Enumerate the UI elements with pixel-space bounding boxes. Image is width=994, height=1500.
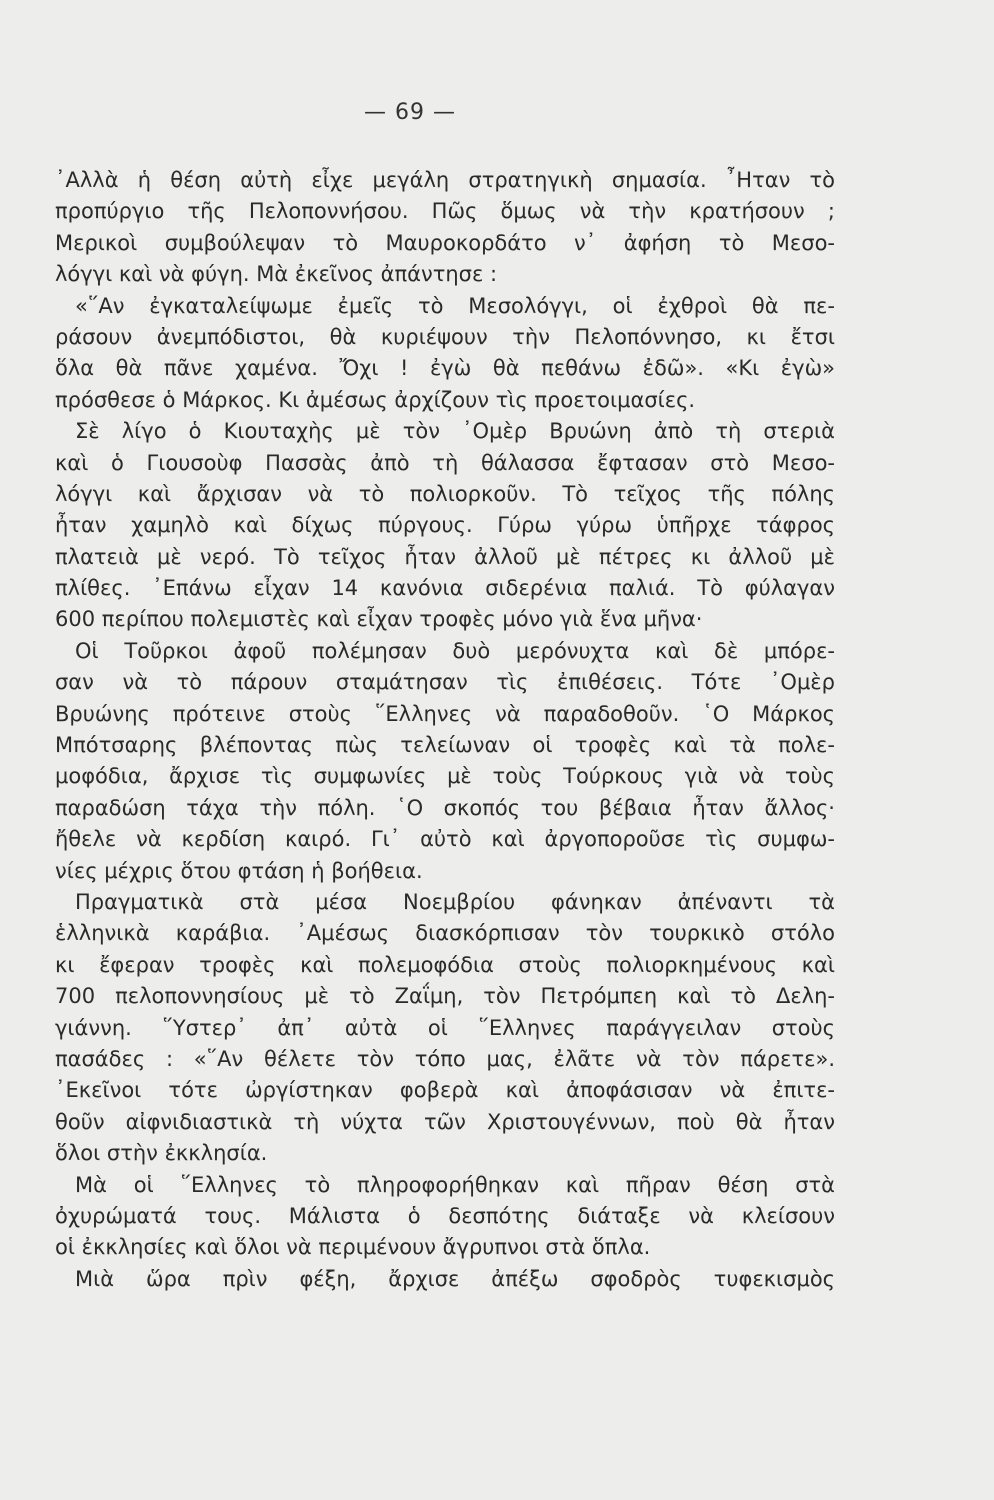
text-line: παραδώση τάχα τὴν πόλη. ῾Ο σκοπός του βέβαια ἦταν ἄλλος· (55, 795, 835, 820)
text-line: ἤθελε νὰ κερδίση καιρό. Γι᾿ αὐτὸ καὶ ἀργοποροῦσε τὶς συμφω- (55, 827, 835, 852)
text-line: 600 περίπου πολεμιστὲς καὶ εἶχαν τροφὲς μόνο γιὰ ἕνα μῆνα· (55, 607, 703, 632)
text-line: μοφόδια, ἄρχισε τὶς συμφωνίες μὲ τοὺς Τούρκους γιὰ νὰ τοὺς (55, 764, 835, 789)
text-line: λόγγι καὶ ἄρχισαν νὰ τὸ πολιορκοῦν. Τὸ τεῖχος τῆς πόλης (55, 481, 835, 506)
text-line: πλίθες. ᾿Επάνω εἶχαν 14 κανόνια σιδερένια παλιά. Τὸ φύλαγαν (55, 576, 835, 601)
text-line: ράσουν ἀνεμπόδιστοι, θὰ κυριέψουν τὴν Πελοπόννησο, κι ἔτσι (55, 324, 835, 349)
text-line: ἦταν χαμηλὸ καὶ δίχως πύργους. Γύρω γύρω ὑπῆρχε τάφρος (55, 513, 835, 538)
text-line: πλατειὰ μὲ νερό. Τὸ τεῖχος ἦταν ἀλλοῦ μὲ πέτρες κι ἀλλοῦ μὲ (55, 544, 835, 569)
text-line: λόγγι καὶ νὰ φύγη. Μὰ ἐκεῖνος ἀπάντησε : (55, 262, 498, 287)
text-line: ὀχυρώματά τους. Μάλιστα ὁ δεσπότης διάταξε νὰ κλείσουν (55, 1203, 835, 1228)
text-line: ὅλοι στὴν ἐκκλησία. (55, 1141, 268, 1166)
text-line: Μερικοὶ συμβούλεψαν τὸ Μαυροκορδάτο ν᾿ ἀφήση τὸ Μεσο- (55, 230, 835, 255)
text-line: νίες μέχρις ὅτου φτάση ἡ βοήθεια. (55, 858, 423, 883)
text-line: καὶ ὁ Γιουσοὺφ Πασσὰς ἀπὸ τὴ θάλασσα ἔφτασαν στὸ Μεσο- (55, 450, 835, 475)
text-line: ἑλληνικὰ καράβια. ᾿Αμέσως διασκόρπισαν τὸν τουρκικὸ στόλο (55, 921, 835, 946)
text-line: Μπότσαρης βλέποντας πὼς τελείωναν οἱ τροφὲς καὶ τὰ πολε- (55, 733, 835, 758)
text-line: θοῦν αἰφνιδιαστικὰ τὴ νύχτα τῶν Χριστουγέννων, ποὺ θὰ ἦταν (55, 1109, 835, 1134)
text-line: πρόσθεσε ὁ Μάρκος. Κι ἀμέσως ἀρχίζουν τὶς προετοιμασίες. (55, 387, 696, 412)
text-line: οἱ ἐκκλησίες καὶ ὅλοι νὰ περιμένουν ἄγρυπνοι στὰ ὅπλα. (55, 1235, 651, 1260)
text-line: πασάδες : «῞Αν θέλετε τὸν τόπο μας, ἐλᾶτε νὰ τὸν πάρετε». (55, 1046, 835, 1071)
text-line: Σὲ λίγο ὁ Κιουταχὴς μὲ τὸν ᾿Ομὲρ Βρυώνη ἀπὸ τὴ στεριὰ (75, 419, 835, 444)
text-line: ᾿Εκεῖνοι τότε ὠργίστηκαν φοβερὰ καὶ ἀποφάσισαν νὰ ἐπιτε- (55, 1078, 835, 1103)
text-line: 700 πελοποννησίους μὲ τὸ Ζαΐμη, τὸν Πετρόμπεη καὶ τὸ Δελη- (55, 984, 835, 1009)
page-number: — 69 — (364, 100, 456, 125)
text-line: σαν νὰ τὸ πάρουν σταμάτησαν τὶς ἐπιθέσεις. Τότε ᾿Ομὲρ (55, 670, 835, 695)
text-line: ᾿Αλλὰ ἡ θέση αὐτὴ εἶχε μεγάλη στρατηγικὴ σημασία. ῏Ηταν τὸ (55, 168, 835, 192)
text-line: ὅλα θὰ πᾶνε χαμένα. Ὄχι ! ἐγὼ θὰ πεθάνω ἐδῶ». «Κι ἐγὼ» (55, 356, 835, 381)
text-line: Πραγματικὰ στὰ μέσα Νοεμβρίου φάνηκαν ἀπέναντι τὰ (75, 889, 835, 914)
text-line: Βρυώνης πρότεινε στοὺς ῞Ελληνες νὰ παραδοθοῦν. ῾Ο Μάρκος (55, 701, 835, 726)
text-line: προπύργιο τῆς Πελοποννήσου. Πῶς ὅμως νὰ τὴν κρατήσουν ; (55, 199, 835, 224)
text-line: Μιὰ ὥρα πρὶν φέξη, ἄρχισε ἀπέξω σφοδρὸς τυφεκισμὸς (75, 1266, 835, 1291)
text-line: Οἱ Τοῦρκοι ἀφοῦ πολέμησαν δυὸ μερόνυχτα καὶ δὲ μπόρε- (75, 638, 835, 663)
text-line: γιάννη. ῞Υστερ᾿ ἀπ᾿ αὐτὰ οἱ ῞Ελληνες παράγγειλαν στοὺς (55, 1015, 835, 1040)
body-text (55, 165, 835, 1295)
text-line: Μὰ οἱ ῞Ελληνες τὸ πληροφορήθηκαν καὶ πῆραν θέση στὰ (75, 1172, 835, 1197)
text-line: «῞Αν ἐγκαταλείψωμε ἐμεῖς τὸ Μεσολόγγι, οἱ ἐχθροὶ θὰ πε- (75, 293, 835, 318)
text-line: κι ἔφεραν τροφὲς καὶ πολεμοφόδια στοὺς πολιορκημένους καὶ (55, 952, 835, 977)
